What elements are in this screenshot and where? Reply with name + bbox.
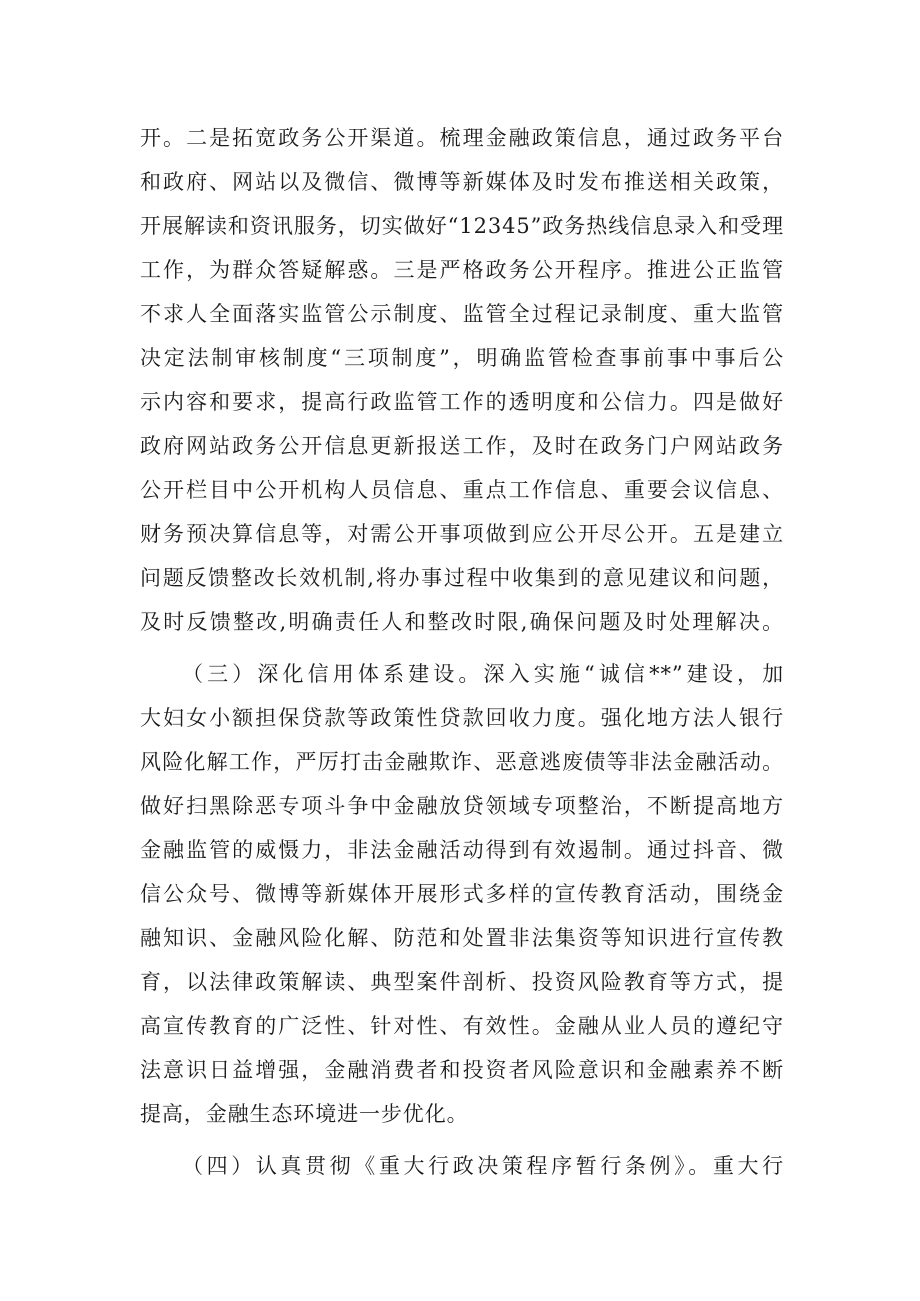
paragraph-spacer <box>140 644 784 652</box>
text-line: 做好扫黑除恶专项斗争中金融放贷领域专项整治，不断提高地方 <box>140 794 784 818</box>
text-line: 政府网站政务公开信息更新报送工作，及时在政务门户网站政务 <box>140 434 784 458</box>
text-line: 示内容和要求，提高行政监管工作的透明度和公信力。四是做好 <box>140 390 784 414</box>
text-line: 不求人全面落实监管公示制度、监管全过程记录制度、重大监管 <box>140 302 784 326</box>
document-body <box>140 116 784 1188</box>
paragraph-spacer <box>140 1136 784 1144</box>
paragraph-government-affairs <box>140 116 784 644</box>
text-line: 提高，金融生态环境进一步优化。 <box>140 1102 469 1126</box>
text-line: 开展解读和资讯服务，切实做好“12345”政务热线信息录入和受理 <box>140 214 784 238</box>
text-line: 高宣传教育的广泛性、针对性、有效性。金融从业人员的遵纪守 <box>140 1014 784 1038</box>
text-line: 风险化解工作，严厉打击金融欺诈、恶意逃废债等非法金融活动。 <box>140 750 784 774</box>
text-line: 开。二是拓宽政务公开渠道。梳理金融政策信息，通过政务平台 <box>140 126 784 150</box>
text-line: 金融监管的威慑力，非法金融活动得到有效遏制。通过抖音、微 <box>140 838 784 862</box>
text-line: 财务预决算信息等，对需公开事项做到应公开尽公开。五是建立 <box>140 522 784 546</box>
text-line: 决定法制审核制度“三项制度”，明确监管检查事前事中事后公 <box>140 346 784 370</box>
text-line: 公开栏目中公开机构人员信息、重点工作信息、重要会议信息、 <box>140 478 784 502</box>
text-line: 法意识日益增强，金融消费者和投资者风险意识和金融素养不断 <box>140 1058 784 1082</box>
text-line: （四）认真贯彻《重大行政决策程序暂行条例》。重大行 <box>182 1154 784 1178</box>
paragraph-major-decisions <box>140 1144 784 1188</box>
text-line: 大妇女小额担保贷款等政策性贷款回收力度。强化地方法人银行 <box>140 706 784 730</box>
text-line: 及时反馈整改,明确责任人和整改时限,确保问题及时处理解决。 <box>140 610 784 634</box>
paragraph-credit-system <box>140 652 784 1136</box>
text-line: 工作，为群众答疑解惑。三是严格政务公开程序。推进公正监管 <box>140 258 784 282</box>
text-line: 育，以法律政策解读、典型案件剖析、投资风险教育等方式，提 <box>140 970 784 994</box>
text-line: 和政府、网站以及微信、微博等新媒体及时发布推送相关政策， <box>140 170 784 194</box>
text-line: （三）深化信用体系建设。深入实施“诚信**”建设，加 <box>182 662 784 686</box>
text-line: 问题反馈整改长效机制,将办事过程中收集到的意见建议和问题， <box>140 566 784 590</box>
text-line: 融知识、金融风险化解、防范和处置非法集资等知识进行宣传教 <box>140 926 784 950</box>
text-line: 信公众号、微博等新媒体开展形式多样的宣传教育活动，围绕金 <box>140 882 784 906</box>
